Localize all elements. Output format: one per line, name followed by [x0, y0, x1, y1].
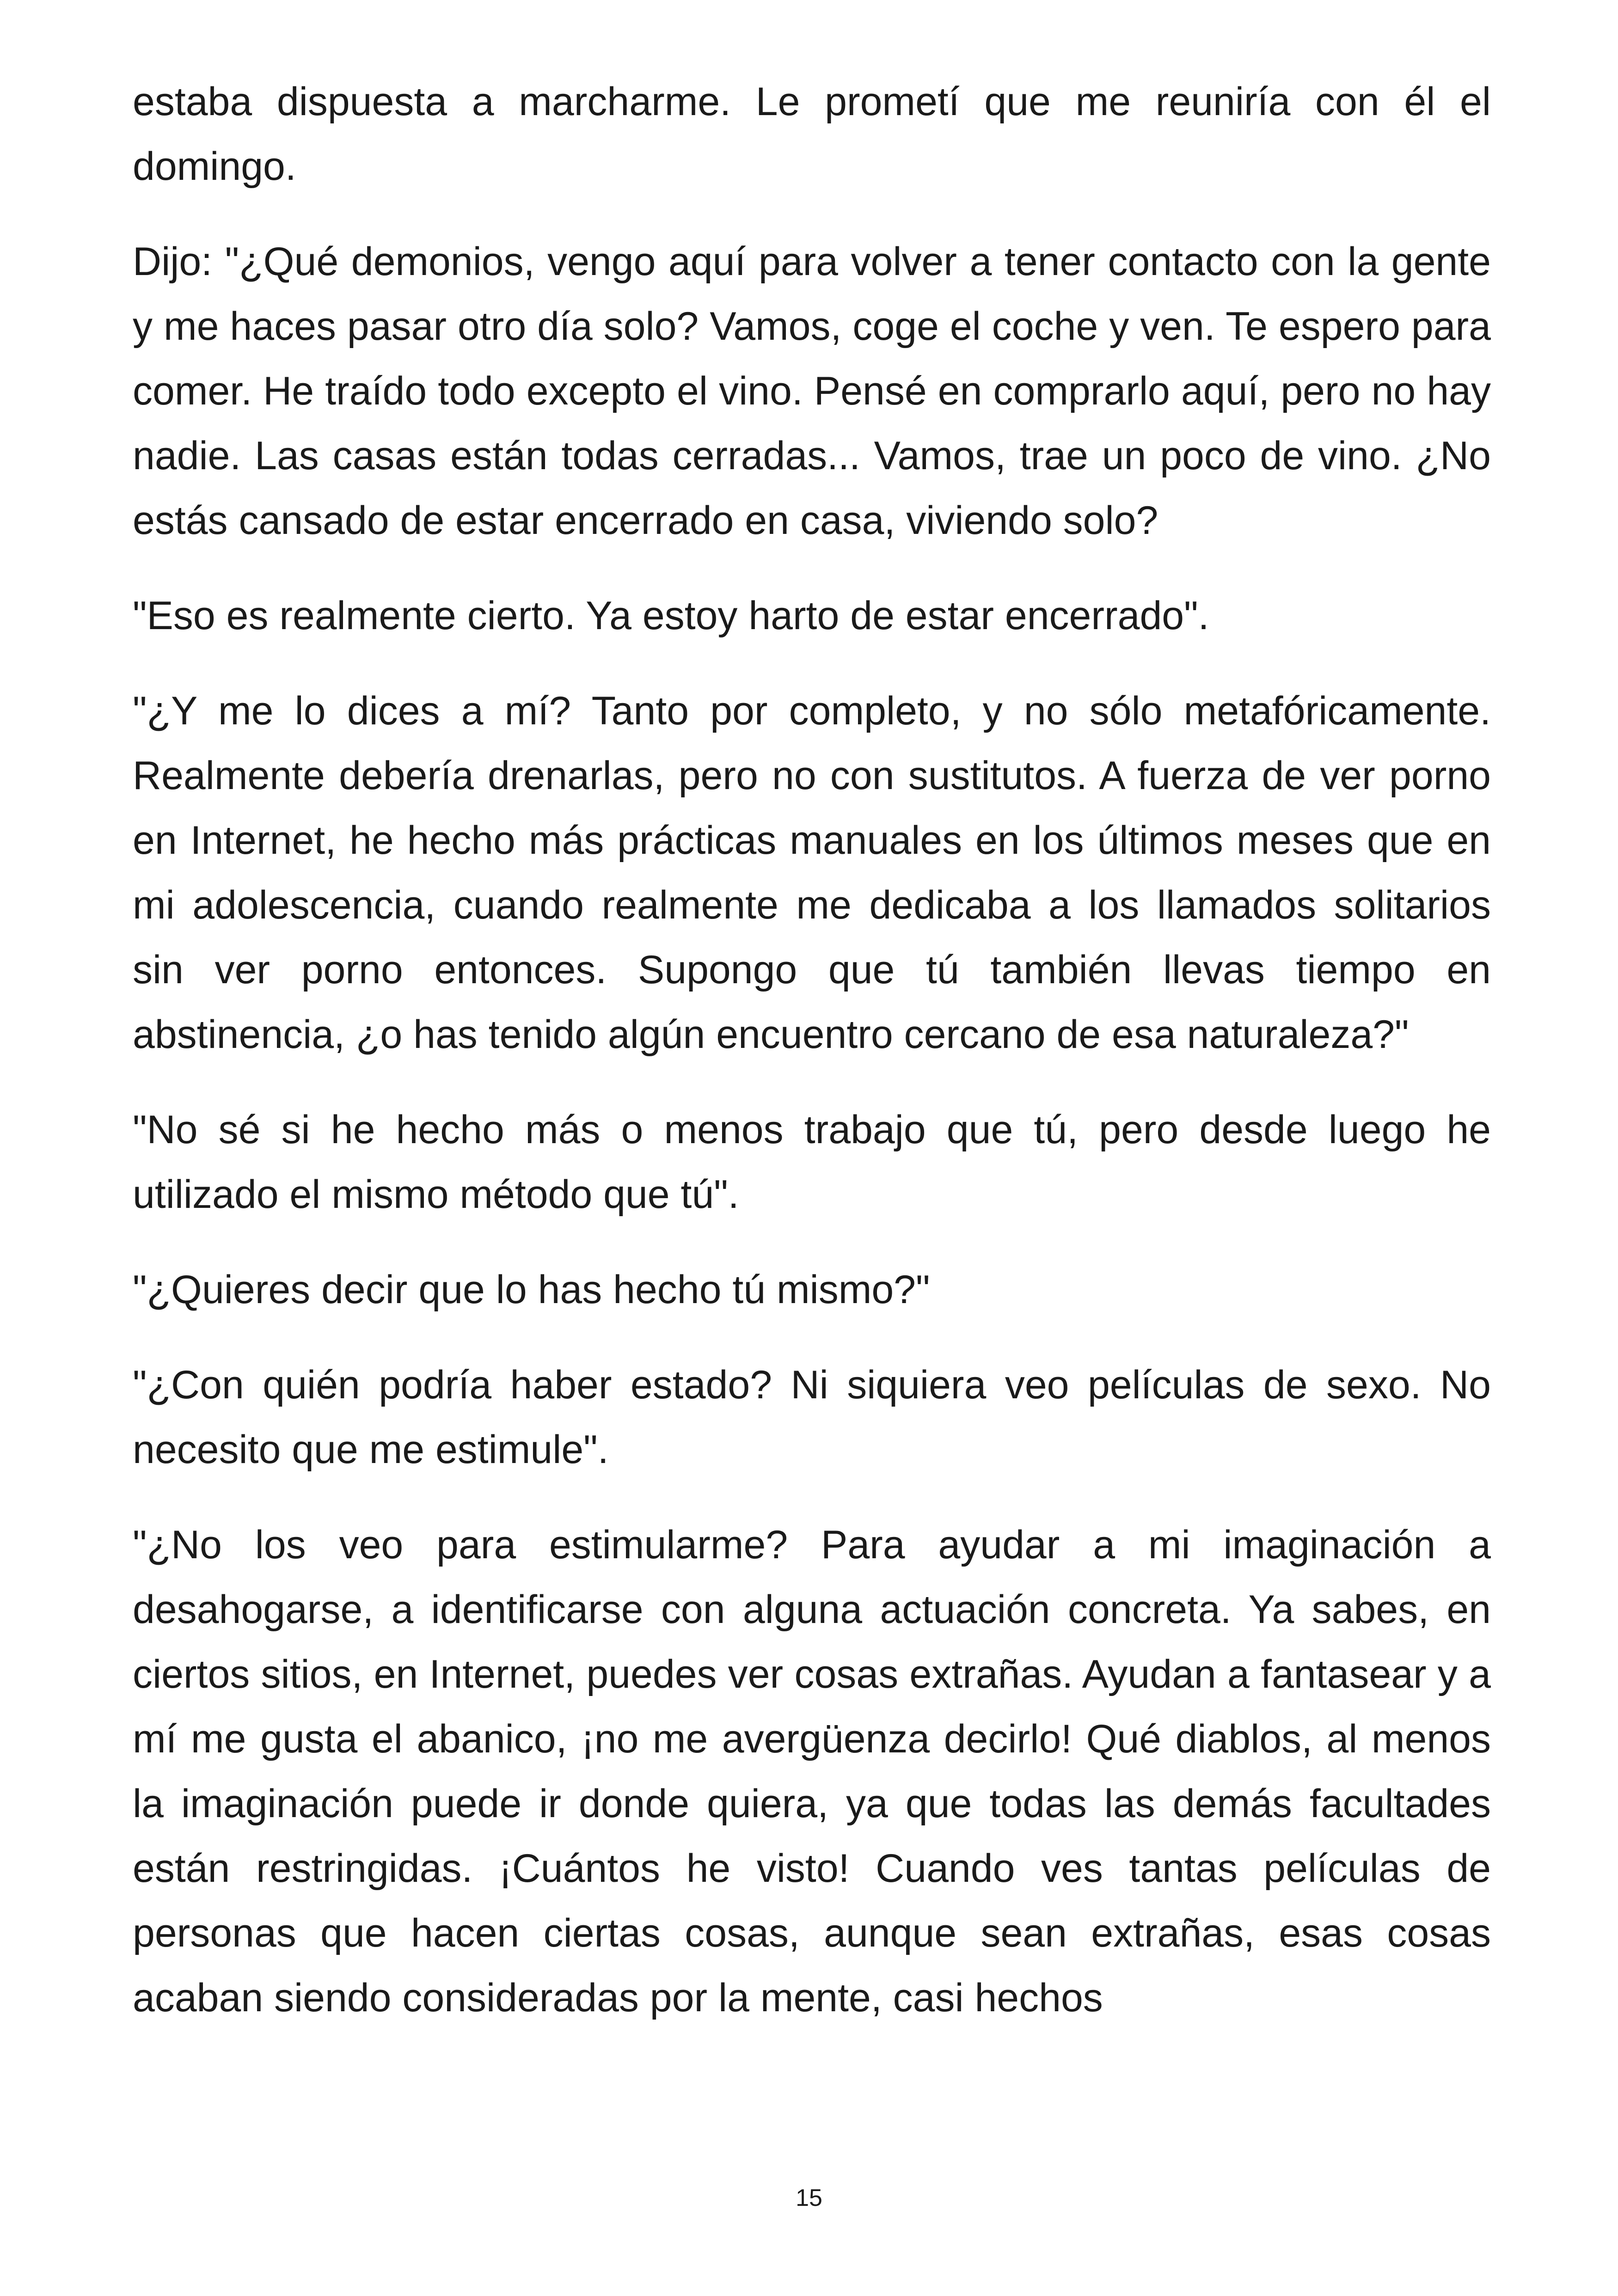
paragraph: "¿Y me lo dices a mí? Tanto por completo, y no sólo metafóricamente. Realmente debería drenarlas, pero no con sustitutos. A fuerza de ver porno en Internet, he hecho más prácticas manuales en los últimos meses que en mi adolescencia, cuando realmente me dedicaba a los llamados solitarios sin ver porno entonces. Supongo que tú también llevas tiempo en abstinencia, ¿o has tenido algún encuentro cercano de esa naturaleza?" [133, 689, 1491, 1057]
paragraph: "¿Quieres decir que lo has hecho tú mismo?" [133, 1267, 930, 1312]
paragraph: estaba dispuesta a marcharme. Le prometí que me reuniría con él el domingo. [133, 80, 1491, 189]
paragraph: "No sé si he hecho más o menos trabajo que tú, pero desde luego he utilizado el mismo método que tú". [133, 1108, 1491, 1217]
paragraph: Dijo: "¿Qué demonios, vengo aquí para volver a tener contacto con la gente y me haces pasar otro día solo? Vamos, coge el coche y ven. Te espero para comer. He traído todo excepto el vino. Pensé en comprarlo aquí, pero no hay nadie. Las casas están todas cerradas... Vamos, trae un poco de vino. ¿No estás cansado de estar encerrado en casa, viviendo solo? [133, 239, 1491, 543]
page-number: 15 [796, 2185, 822, 2211]
paragraph: "¿No los veo para estimularme? Para ayudar a mi imaginación a desahogarse, a identificarse con alguna actuación concreta. Ya sabes, en ciertos sitios, en Internet, puedes ver cosas extrañas. Ayudan a fantasear y a mí me gusta el abanico, ¡no me avergüenza decirlo! Qué diablos, al menos la imaginación puede ir donde quiera, ya que todas las demás facultades están restringidas. ¡Cuántos he visto! Cuando ves tantas películas de personas que hacen ciertas cosas, aunque sean extrañas, esas cosas acaban siendo consideradas por la mente, casi hechos [133, 1523, 1491, 2020]
page-body [133, 69, 1491, 2061]
paragraph: "¿Con quién podría haber estado? Ni siquiera veo películas de sexo. No necesito que me estimule". [133, 1363, 1491, 1472]
paragraph: "Eso es realmente cierto. Ya estoy harto de estar encerrado". [133, 594, 1209, 638]
